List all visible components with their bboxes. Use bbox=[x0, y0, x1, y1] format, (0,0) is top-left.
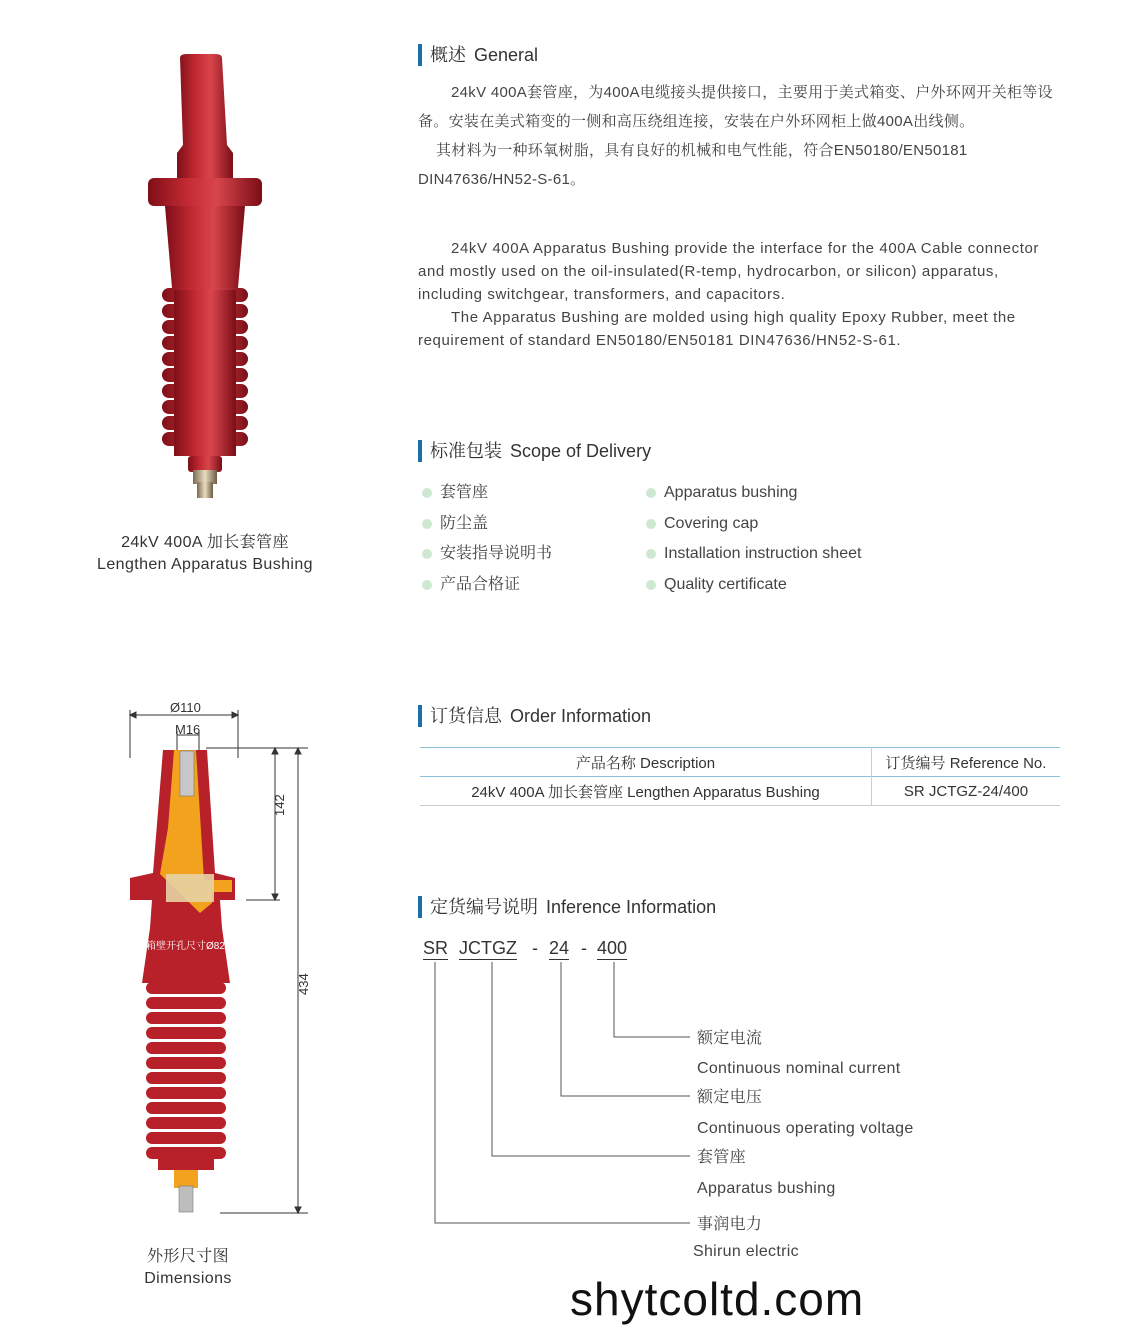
list-item: Apparatus bushing bbox=[644, 482, 861, 513]
list-item: 产品合格证 bbox=[420, 574, 552, 605]
footer-website-url: shytcoltd.com bbox=[570, 1273, 865, 1325]
header-reference: 订货编号 Reference No. bbox=[872, 748, 1061, 777]
list-item: Installation instruction sheet bbox=[644, 543, 861, 574]
dimensions-caption-cn: 外形尺寸图 bbox=[146, 1248, 229, 1265]
delivery-title-en: Scope of Delivery bbox=[510, 441, 652, 461]
general-title-cn: 概述 bbox=[430, 45, 466, 65]
legend-bushing-cn: 套管座 bbox=[697, 1149, 746, 1166]
legend-brand-en: Shirun electric bbox=[693, 1243, 799, 1260]
code-part-400: 400 bbox=[597, 938, 628, 958]
table-row bbox=[420, 777, 1060, 806]
order-title-en: Order Information bbox=[510, 706, 652, 726]
code-separator: - bbox=[581, 938, 587, 958]
dimension-hole-label: 箱壁开孔尺寸Ø82 bbox=[146, 941, 225, 952]
code-separator: - bbox=[532, 938, 538, 958]
delivery-section-title bbox=[418, 440, 651, 462]
dimension-drawing bbox=[120, 698, 320, 1223]
cell-description: 24kV 400A 加长套管座 Lengthen Apparatus Bushing bbox=[471, 783, 820, 801]
code-connector-lines bbox=[420, 960, 700, 1230]
table-header-row bbox=[420, 748, 1060, 777]
general-cn-paragraph-1: 24kV 400A套管座，为400A电缆接头提供接口，主要用于美式箱变、户外环网开关柜等设备。安装在美式箱变的一侧和高压绕组连接，安装在户外环网柜上做400A出线侧。 bbox=[418, 84, 1053, 130]
order-table bbox=[420, 747, 1060, 806]
product-caption bbox=[60, 532, 350, 576]
inference-section-title bbox=[418, 896, 716, 918]
general-cn-paragraph-2: 其材料为一种环氧树脂，具有良好的机械和电气性能，符合EN50180/EN50181 DIN47636/HN52-S-61。 bbox=[418, 142, 968, 188]
legend-bushing-en: Apparatus bushing bbox=[697, 1180, 836, 1197]
general-en-paragraph-1: 24kV 400A Apparatus Bushing provide the interface for the 400A Cable connector and mostly used on the oil-insulated(R-temp, hydrocarbon, or silicon) apparatus, including switchgear, transformers, and capacitors. bbox=[418, 240, 1040, 303]
inference-title-en: Inference Information bbox=[546, 897, 717, 917]
code-part-jctgz: JCTGZ bbox=[459, 938, 517, 958]
bushing-photo bbox=[140, 50, 270, 505]
general-title-en: General bbox=[474, 45, 539, 65]
delivery-list-en bbox=[644, 482, 861, 604]
legend-voltage-en: Continuous operating voltage bbox=[697, 1120, 914, 1137]
legend-current-en: Continuous nominal current bbox=[697, 1060, 901, 1077]
list-item: 套管座 bbox=[420, 482, 552, 513]
general-en-paragraph-2: The Apparatus Bushing are molded using high quality Epoxy Rubber, meet the requirement of standard EN50180/EN50181 DIN47636/HN52-S-61. bbox=[418, 309, 1016, 349]
general-cn-text bbox=[418, 78, 1060, 194]
legend-voltage-cn: 额定电压 bbox=[697, 1089, 763, 1106]
product-caption-en: Lengthen Apparatus Bushing bbox=[97, 556, 313, 573]
general-section-title bbox=[418, 44, 538, 66]
dimension-thread-m16: M16 bbox=[175, 722, 201, 737]
delivery-list-cn bbox=[420, 482, 552, 604]
list-item: Quality certificate bbox=[644, 574, 861, 605]
dimensions-caption-en: Dimensions bbox=[144, 1270, 232, 1287]
dimension-height-142: 142 bbox=[272, 794, 287, 816]
inference-title-cn: 定货编号说明 bbox=[430, 897, 538, 917]
list-item: Covering cap bbox=[644, 513, 861, 544]
cell-reference: SR JCTGZ-24/400 bbox=[872, 777, 1061, 806]
product-caption-cn: 24kV 400A 加长套管座 bbox=[121, 534, 289, 551]
dimension-height-434: 434 bbox=[296, 973, 311, 995]
legend-brand-cn: 事润电力 bbox=[697, 1216, 763, 1233]
delivery-title-cn: 标准包装 bbox=[430, 441, 502, 461]
code-part-sr: SR bbox=[423, 938, 449, 958]
list-item: 安装指导说明书 bbox=[420, 543, 552, 574]
order-title-cn: 订货信息 bbox=[430, 706, 502, 726]
general-en-text bbox=[418, 237, 1060, 352]
dimensions-caption bbox=[100, 1246, 276, 1290]
dimension-diameter-110: Ø110 bbox=[170, 700, 201, 715]
legend-current-cn: 额定电流 bbox=[697, 1030, 763, 1047]
header-description: 产品名称 Description bbox=[575, 754, 716, 772]
list-item: 防尘盖 bbox=[420, 513, 552, 544]
code-part-24: 24 bbox=[549, 938, 570, 958]
order-section-title bbox=[418, 705, 651, 727]
